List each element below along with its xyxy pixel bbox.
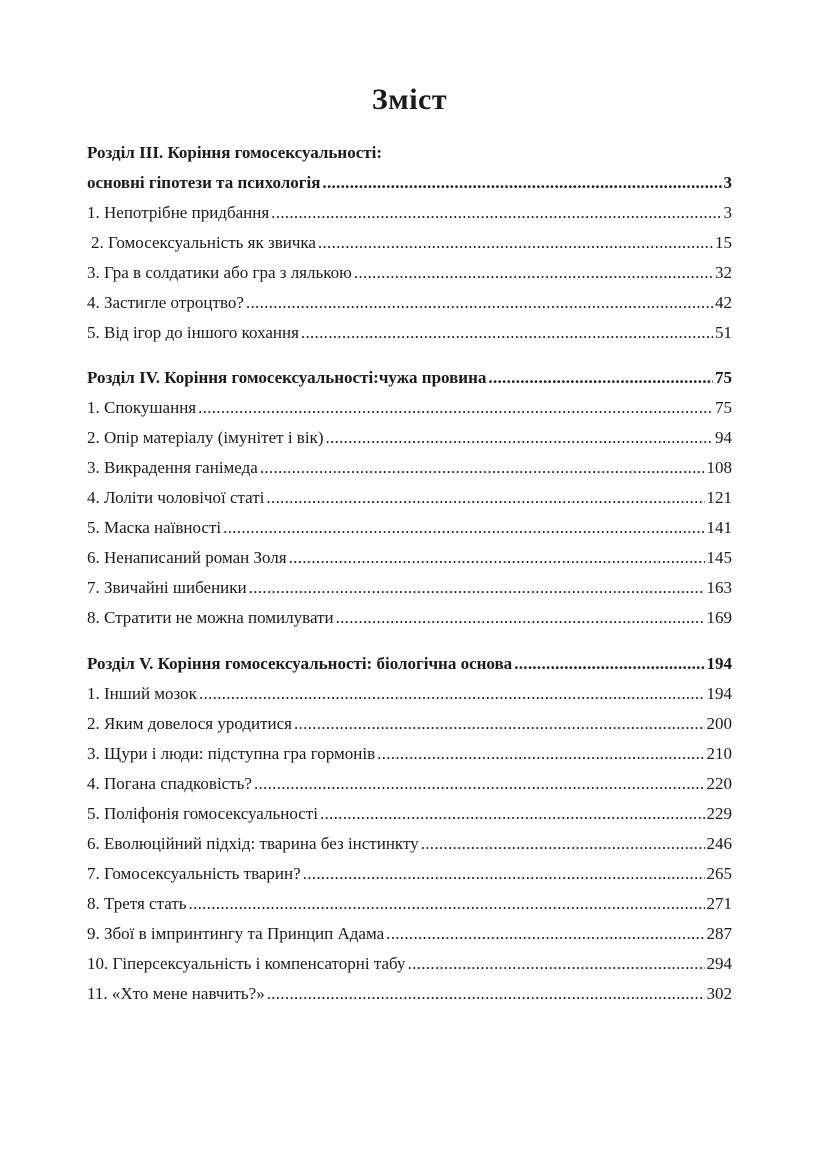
section-heading-text: Розділ V. Коріння гомосексуальності: біологічна основа (87, 654, 513, 673)
toc-entry[interactable] (87, 769, 732, 799)
toc-entry[interactable] (87, 979, 732, 1009)
toc-entry[interactable] (87, 889, 732, 919)
dot-leader (246, 288, 713, 318)
toc-entry-label: 1. Спокушання (87, 398, 197, 417)
section-heading-entry[interactable] (87, 363, 732, 393)
dot-leader (408, 949, 705, 979)
toc-entry-page: 229 (706, 804, 732, 823)
dot-leader (318, 228, 713, 258)
toc-entry-label: 5. Від ігор до іншого кохання (87, 323, 299, 342)
toc-entry-page: 169 (706, 608, 732, 627)
toc-section-4 (87, 363, 732, 633)
dot-leader (189, 889, 705, 919)
section-heading-text: Розділ ІІІ. Коріння гомосексуальності: (87, 143, 382, 162)
toc-entry-label: 8. Стратити не можна помилувати (87, 608, 334, 627)
section-heading-entry[interactable] (87, 649, 732, 679)
toc-entry[interactable] (87, 198, 732, 228)
toc-entry-label: 6. Ненаписаний роман Золя (87, 548, 287, 567)
dot-leader (488, 363, 713, 393)
dot-leader (271, 198, 721, 228)
toc-entry[interactable] (87, 288, 732, 318)
toc-entry[interactable] (87, 829, 732, 859)
toc-entry[interactable] (87, 258, 732, 288)
toc-entry[interactable] (87, 393, 732, 423)
toc-entry-page: 15 (715, 233, 732, 252)
toc-entry-label: 1. Непотрібне придбання (87, 203, 270, 222)
dot-leader (421, 829, 705, 859)
dot-leader (249, 573, 705, 603)
dot-leader (320, 799, 705, 829)
toc-entry-page: 121 (706, 488, 732, 507)
section-page-number: 194 (706, 654, 732, 673)
toc-entry-page: 271 (706, 894, 732, 913)
dot-leader (386, 919, 704, 949)
dot-leader (377, 739, 704, 769)
dot-leader (267, 979, 705, 1009)
toc-entry-page: 141 (706, 518, 732, 537)
dot-leader (301, 318, 713, 348)
toc-entry[interactable] (87, 543, 732, 573)
toc-entry[interactable] (87, 603, 732, 633)
toc-entry-page: 200 (706, 714, 732, 733)
dot-leader (260, 453, 705, 483)
toc-entry-page: 220 (706, 774, 732, 793)
dot-leader (354, 258, 713, 288)
toc-entry-label: 4. Застигле отроцтво? (87, 293, 244, 312)
dot-leader (322, 168, 721, 198)
toc-entry-label: 6. Еволюційний підхід: тварина без інстинкту (87, 834, 419, 853)
page-title: Зміст (371, 83, 448, 116)
dot-leader (294, 709, 705, 739)
toc-entry-label: 2. Опір матеріалу (імунітет і вік) (87, 428, 324, 447)
toc-entry[interactable] (87, 228, 732, 258)
toc-entry-label: 4. Погана спадковість? (87, 774, 252, 793)
toc-section-5 (87, 649, 732, 1009)
section-heading-text: Розділ IV. Коріння гомосексуальності:чужа провина (87, 368, 487, 387)
toc-entry-label: 3. Гра в солдатики або гра з лялькою (87, 263, 352, 282)
toc-entry[interactable] (87, 453, 732, 483)
toc-entry[interactable] (87, 679, 732, 709)
section-heading-entry[interactable] (87, 168, 732, 198)
toc-entry-label: 2. Яким довелося уродитися (87, 714, 292, 733)
toc-entry-label: 5. Маска наївності (87, 518, 222, 537)
toc-entry[interactable] (87, 799, 732, 829)
toc-entry-label: 7. Гомосексуальність тварин? (87, 864, 301, 883)
toc-entry-page: 108 (706, 458, 732, 477)
dot-leader (336, 603, 705, 633)
toc-entry-label: 10. Гіперсексуальність і компенсаторні табу (87, 954, 406, 973)
toc-section-3 (87, 138, 732, 348)
toc-entry[interactable] (87, 573, 732, 603)
toc-entry-page: 163 (706, 578, 732, 597)
toc-entry[interactable] (87, 709, 732, 739)
dot-leader (303, 859, 705, 889)
dot-leader (289, 543, 705, 573)
toc-entry-page: 145 (706, 548, 732, 567)
toc-entry-label: 4. Лоліти чоловічої статі (87, 488, 265, 507)
toc-entry-page: 210 (706, 744, 732, 763)
dot-leader (199, 679, 705, 709)
toc-entry[interactable] (87, 859, 732, 889)
toc-entry-page: 32 (715, 263, 732, 282)
toc-entry-page: 294 (706, 954, 732, 973)
dot-leader (198, 393, 713, 423)
toc-entry-label: 9. Збої в імпринтингу та Принцип Адама (87, 924, 385, 943)
dot-leader (266, 483, 704, 513)
toc-entry-label: 5. Поліфонія гомосексуальності (87, 804, 318, 823)
toc-entry[interactable] (87, 423, 732, 453)
toc-entry-label: 1. Інший мозок (87, 684, 197, 703)
toc-entry-label: 7. Звичайні шибеники (87, 578, 247, 597)
section-page-number: 3 (723, 173, 732, 192)
toc-entry[interactable] (87, 513, 732, 543)
section-heading-text: основні гіпотези та психологія (87, 173, 321, 192)
toc-entry-label: 2. Гомосексуальність як звичка (91, 233, 316, 252)
toc-entry-page: 302 (706, 984, 732, 1003)
dot-leader (223, 513, 704, 543)
toc-entry-page: 194 (706, 684, 732, 703)
toc-entry-label: 3. Щури і люди: підступна гра гормонів (87, 744, 376, 763)
toc-entry-page: 94 (715, 428, 732, 447)
toc-entry-page: 42 (715, 293, 732, 312)
toc-entry-page: 265 (706, 864, 732, 883)
dot-leader (325, 423, 713, 453)
toc-entry-page: 3 (723, 203, 732, 222)
toc-entry-page: 287 (706, 924, 732, 943)
toc-entry-page: 75 (715, 398, 732, 417)
toc-entry[interactable] (87, 919, 732, 949)
toc-entry[interactable] (87, 739, 732, 769)
toc-entry[interactable] (87, 949, 732, 979)
section-heading-line (87, 138, 732, 168)
section-page-number: 75 (715, 368, 732, 387)
toc-entry-label: 3. Викрадення ганімеда (87, 458, 258, 477)
toc-entry[interactable] (87, 318, 732, 348)
toc-entry-page: 51 (715, 323, 732, 342)
toc-entry-page: 246 (706, 834, 732, 853)
toc-entry[interactable] (87, 483, 732, 513)
dot-leader (514, 649, 704, 679)
toc-entry-label: 8. Третя стать (87, 894, 187, 913)
dot-leader (254, 769, 705, 799)
toc-entry-label: 11. «Хто мене навчить?» (87, 984, 265, 1003)
